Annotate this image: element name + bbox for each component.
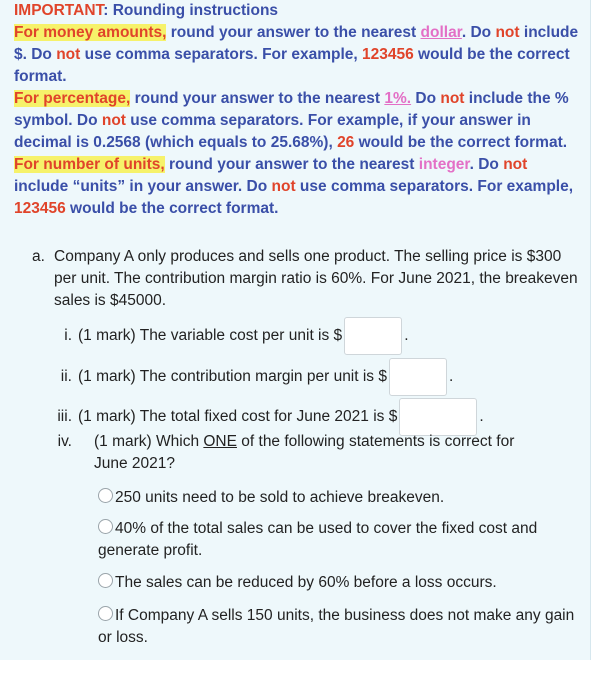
question-label: a.: [32, 248, 45, 265]
percentage-not2: not: [101, 112, 126, 129]
subquestion-number: i.: [64, 327, 72, 345]
subquestion-end: .: [404, 327, 409, 345]
question-a: [32, 246, 582, 646]
units-t2: . Do: [469, 156, 504, 173]
money-t2: . Do: [461, 24, 496, 41]
units-t1: round your answer to the nearest: [164, 156, 419, 173]
option-text: 250 units need to be sold to achieve breakeven.: [115, 489, 445, 506]
percentage-t1: round your answer to the nearest: [130, 90, 385, 107]
money-dollar: dollar: [420, 24, 462, 41]
money-t3: include $. Do: [14, 24, 579, 63]
variable-cost-input[interactable]: [344, 317, 402, 355]
subquestion-number: iii.: [57, 408, 72, 426]
units-t4: use comma separators. For example,: [295, 178, 574, 195]
units-instruction: [14, 154, 582, 220]
subquestion-end: .: [449, 368, 454, 386]
option-3[interactable]: [98, 572, 578, 594]
subquestion-end: .: [479, 408, 484, 426]
units-t3: include “units” in your answer. Do: [14, 178, 272, 195]
money-example: 123456: [362, 46, 414, 63]
subquestion-text: (1 mark) The variable cost per unit is $: [78, 327, 343, 345]
iv-one: ONE: [203, 433, 237, 450]
radio-icon[interactable]: [98, 606, 113, 621]
rounding-instructions: [14, 0, 582, 220]
units-example: 123456: [14, 200, 66, 217]
option-1[interactable]: [98, 487, 578, 509]
units-integer: integer: [418, 156, 470, 173]
option-4[interactable]: [98, 605, 578, 649]
radio-icon[interactable]: [98, 519, 113, 534]
subquestion-text: (1 mark) The contribution margin per unit is $: [78, 368, 387, 386]
percentage-t3: include the % symbol. Do: [14, 90, 569, 129]
units-not2: not: [271, 178, 296, 195]
percentage-not1: not: [440, 90, 465, 107]
contribution-margin-input[interactable]: [389, 358, 447, 396]
money-not1: not: [495, 24, 520, 41]
important-label: IMPORTANT: [14, 2, 104, 19]
percentage-instruction: [14, 88, 582, 154]
percentage-lead: For percentage,: [14, 90, 131, 107]
percentage-example: 26: [337, 134, 355, 151]
subquestion-number: ii.: [60, 368, 72, 386]
money-not2: not: [56, 46, 81, 63]
subquestion-ii: [32, 358, 453, 396]
money-t4: use comma separators. For example,: [80, 46, 363, 63]
percentage-t4: use comma separators. For example, if your answer in decimal is 0.2568 (which equals to 25.68%),: [14, 112, 531, 151]
money-instruction: [14, 22, 582, 88]
money-t5: would be the correct format.: [14, 46, 570, 85]
title-rest: : Rounding instructions: [103, 2, 279, 19]
radio-icon[interactable]: [98, 573, 113, 588]
money-lead: For money amounts,: [14, 24, 167, 41]
iv-pre: (1 mark) Which: [94, 433, 204, 450]
subquestion-number: iv.: [57, 433, 72, 450]
percentage-t5: would be the correct format.: [354, 134, 568, 151]
subquestion-iv: [32, 431, 552, 475]
units-t5: would be the correct format.: [65, 200, 279, 217]
money-t1: round your answer to the nearest: [166, 24, 421, 41]
subquestion-iv-text: [94, 431, 552, 475]
iv-post: of the following statements is correct for June 2021?: [94, 433, 515, 472]
subquestion-i: [32, 317, 409, 355]
instructions-title: [14, 0, 582, 22]
subquestion-text: (1 mark) The total fixed cost for June 2021 is $: [78, 408, 398, 426]
option-text: If Company A sells 150 units, the business does not make any gain or loss.: [98, 607, 575, 646]
units-not1: not: [503, 156, 528, 173]
option-2[interactable]: [98, 518, 578, 562]
question-text: Company A only produces and sells one product. The selling price is $300 per unit. The contribution margin ratio is 60%. For June 2021, the breakeven sales is $45000.: [54, 248, 578, 309]
percentage-pct: 1%.: [384, 90, 412, 107]
units-lead: For number of units,: [14, 156, 165, 173]
radio-icon[interactable]: [98, 488, 113, 503]
option-text: 40% of the total sales can be used to cover the fixed cost and generate profit.: [98, 520, 538, 559]
option-text: The sales can be reduced by 60% before a loss occurs.: [115, 574, 497, 591]
percentage-t2: Do: [411, 90, 441, 107]
